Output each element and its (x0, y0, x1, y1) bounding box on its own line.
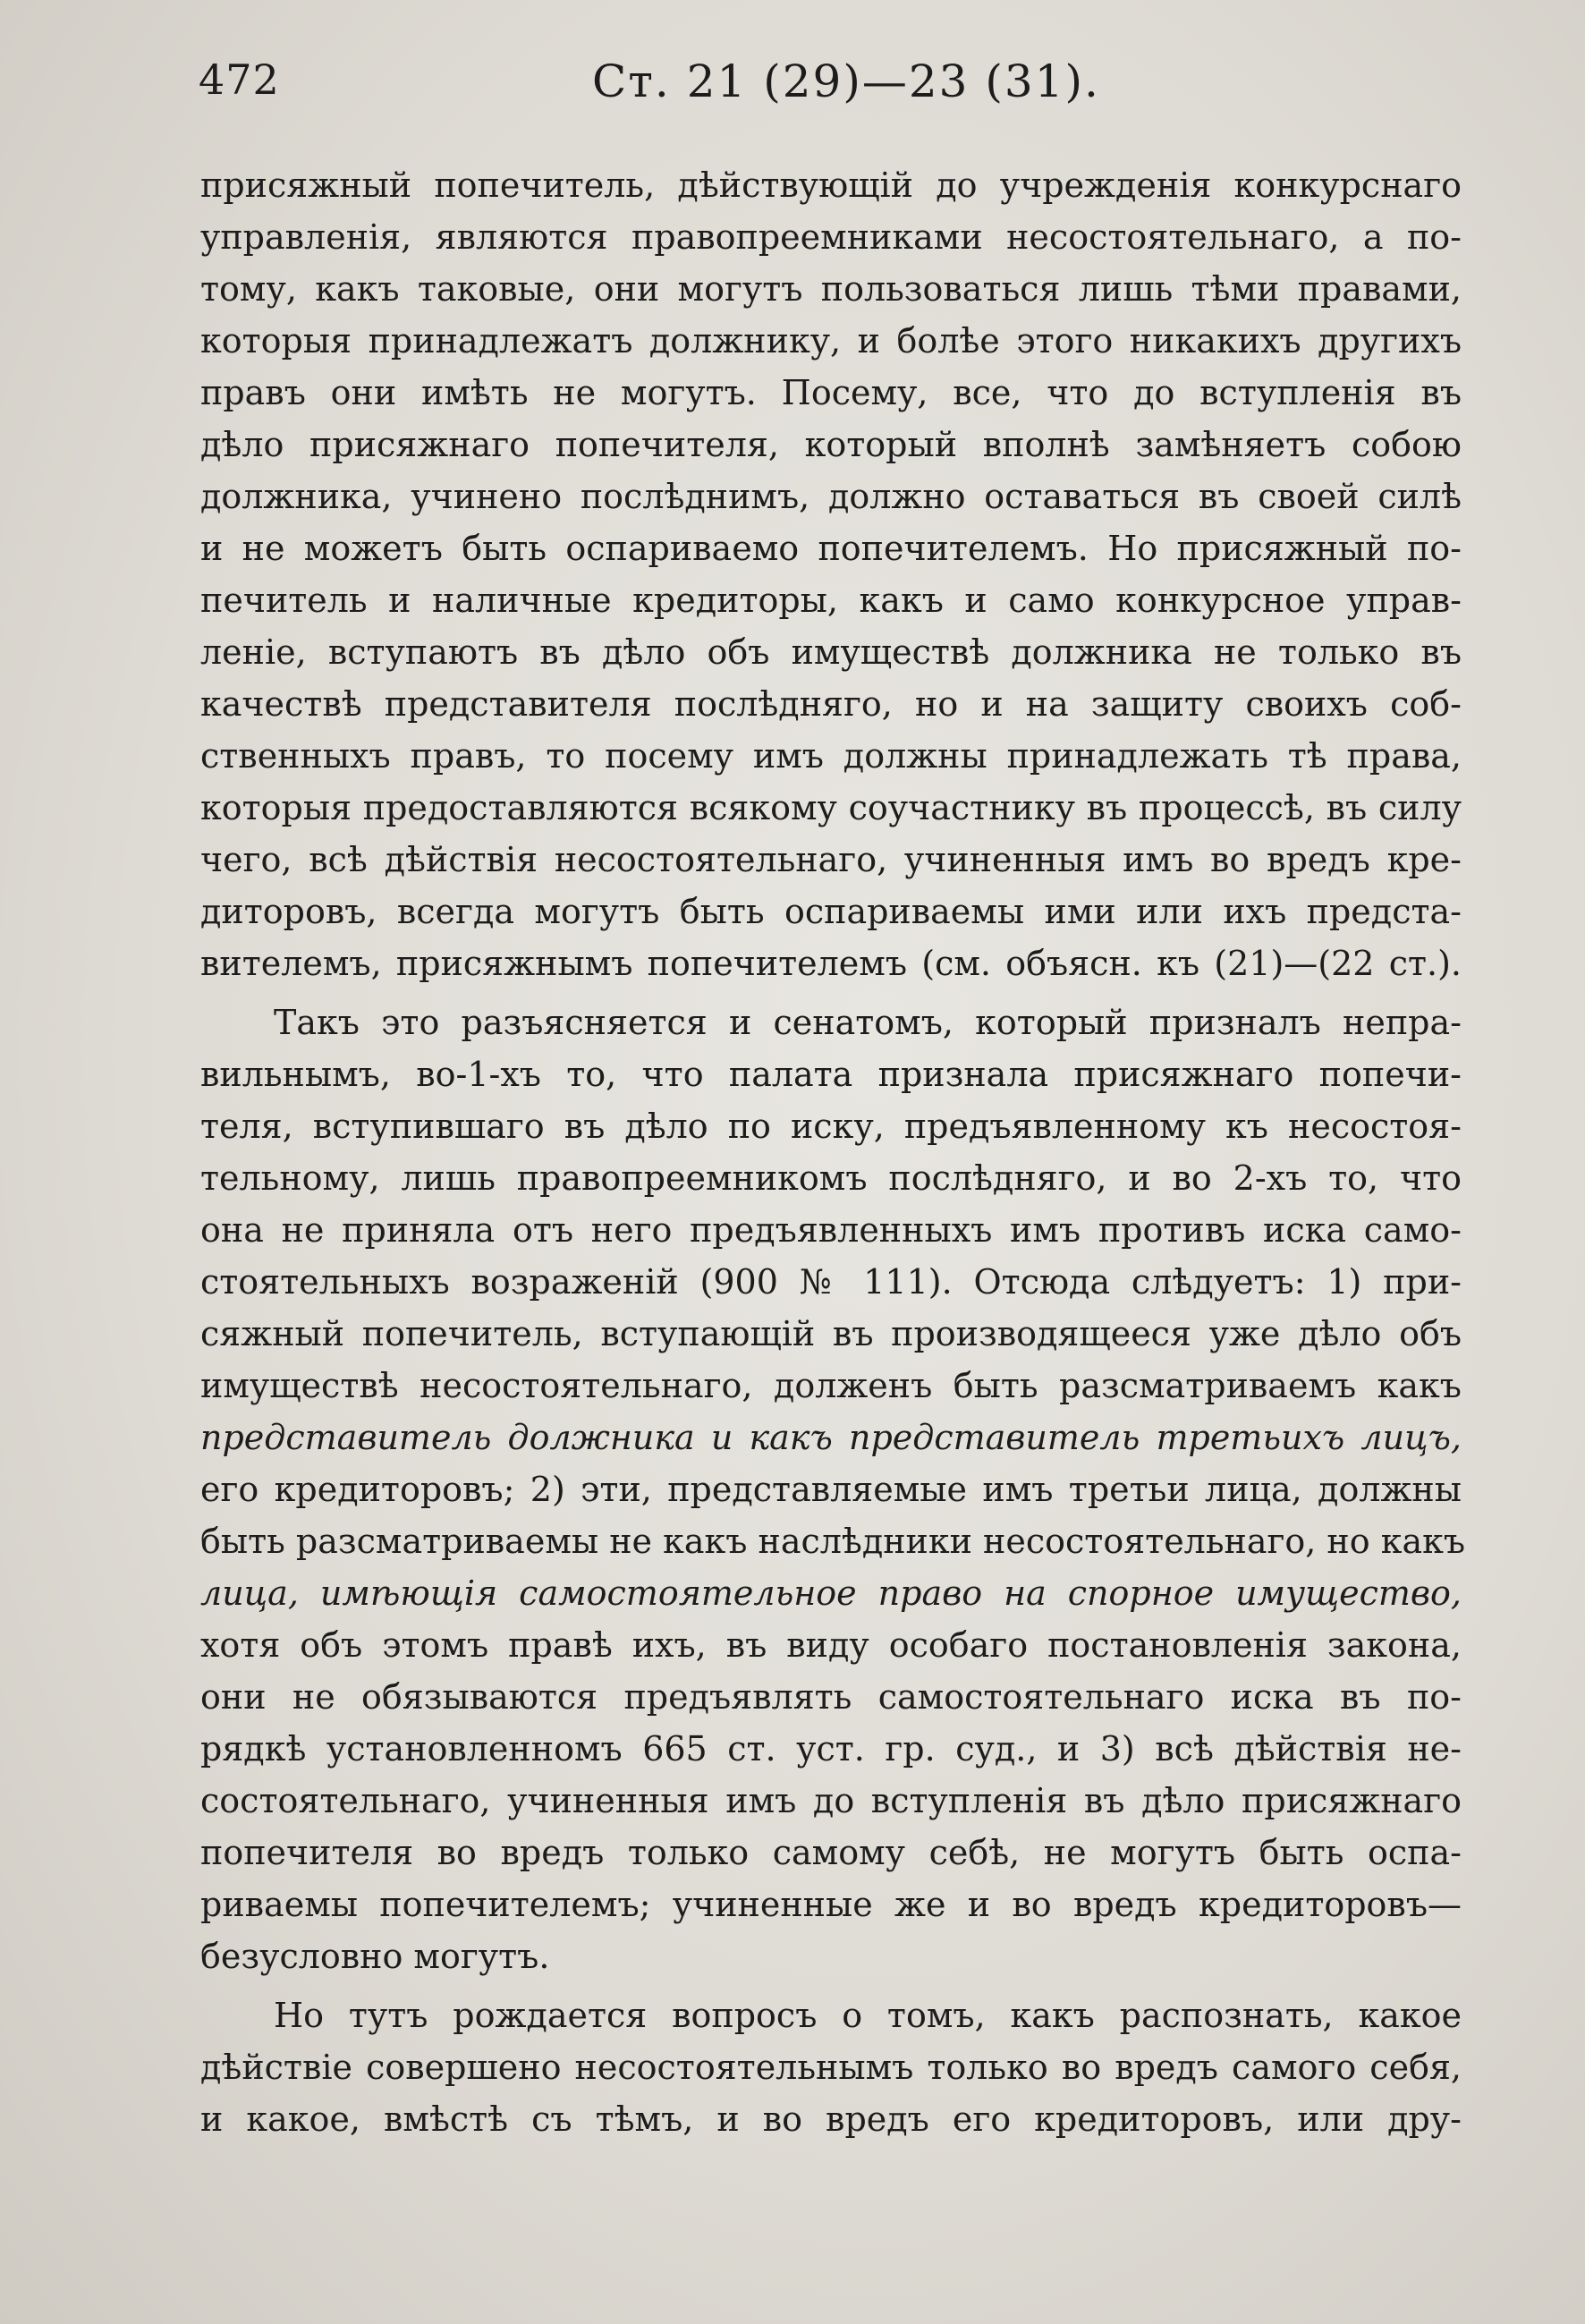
paragraph-1 (200, 159, 1462, 989)
text-line: Такъ это разъясняется и сенатомъ, который призналъ непра- (274, 1003, 1462, 1042)
bleed-through-right (1531, 1570, 1585, 1641)
text-line: присяжный попечитель, дѣйствующій до учрежденія конкурснаго (200, 165, 1462, 205)
text-line: сяжный попечитель, вступающій въ производящееся уже дѣло объ (200, 1314, 1462, 1353)
page-number: 472 (199, 55, 280, 104)
text-line: рядкѣ установленномъ 665 ст. уст. гр. суд., и 3) всѣ дѣйствія не- (200, 1729, 1462, 1768)
text-line: которыя принадлежатъ должнику, и болѣе этого никакихъ другихъ (200, 321, 1462, 360)
text-line: Но тутъ рождается вопросъ о томъ, какъ распознать, какое (274, 1996, 1462, 2035)
text-line: тельному, лишь правопреемникомъ послѣдняго, и во 2-хъ то, что (200, 1158, 1462, 1198)
text-line: быть разсматриваемы не какъ наслѣдники несостоятельнаго, но какъ (200, 1522, 1466, 1561)
text-line-italic: представитель должника и какъ представитель третьихъ лицъ, (200, 1418, 1462, 1457)
text-line: управленія, являются правопреемниками несостоятельнаго, а по- (200, 217, 1462, 257)
text-line: ственныхъ правъ, то посему имъ должны принадлежать тѣ права, (200, 736, 1462, 776)
text-line: они не обязываются предъявлять самостоятельнаго иска въ по- (200, 1677, 1462, 1717)
text-line: леніе, вступаютъ въ дѣло объ имуществѣ должника не только въ (200, 632, 1462, 672)
text-line-italic: лица, имѣющія самостоятельное право на спорное имущество, (200, 1573, 1462, 1613)
page-header (199, 55, 1460, 118)
text-line: теля, вступившаго въ дѣло по иску, предъявленному къ несостоя- (200, 1107, 1462, 1146)
body-text (200, 159, 1466, 2152)
text-line: безусловно могутъ. (200, 1937, 550, 1976)
text-line: чего, всѣ дѣйствія несостоятельнаго, учиненныя имъ во вредъ кре- (200, 840, 1462, 879)
text-line: и какое, вмѣстѣ съ тѣмъ, и во вредъ его кредиторовъ, или дру- (200, 2099, 1462, 2139)
text-line: стоятельныхъ возраженій (900 № 111). Отсюда слѣдуетъ: 1) при- (200, 1262, 1462, 1302)
text-line: дѣйствіе совершено несостоятельнымъ только во вредъ самого себя, (200, 2048, 1462, 2087)
text-line: должника, учинено послѣднимъ, должно оставаться въ своей силѣ (200, 477, 1462, 516)
text-line: тому, какъ таковые, они могутъ пользоваться лишь тѣми правами, (200, 269, 1462, 309)
paragraph-3 (200, 1989, 1462, 2145)
bleed-through-left (0, 1565, 179, 1744)
text-line: правъ они имѣть не могутъ. Посему, все, что до вступленія въ (200, 373, 1462, 412)
text-line: хотя объ этомъ правѣ ихъ, въ виду особаго постановленія закона, (200, 1625, 1462, 1665)
text-line: она не приняла отъ него предъявленныхъ имъ противъ иска само- (200, 1210, 1462, 1250)
text-line: диторовъ, всегда могутъ быть оспариваемы ими или ихъ предста- (200, 892, 1462, 931)
text-line: печитель и наличные кредиторы, какъ и само конкурсное управ- (200, 581, 1462, 620)
running-head: Ст. 21 (29)—23 (31). (592, 55, 1100, 107)
text-line: состоятельнаго, учиненныя имъ до вступленія въ дѣло присяжнаго (200, 1781, 1462, 1820)
text-line: вильнымъ, во-1-хъ то, что палата признала присяжнаго попечи- (200, 1055, 1462, 1094)
text-line: дѣло присяжнаго попечителя, который вполнѣ замѣняетъ собою (200, 425, 1462, 464)
text-line: и не можетъ быть оспариваемо попечителемъ. Но присяжный по- (200, 529, 1462, 568)
text-line: которыя предоставляются всякому соучастнику въ процессѣ, въ силу (200, 788, 1462, 827)
text-line: попечителя во вредъ только самому себѣ, не могутъ быть оспа- (200, 1833, 1462, 1872)
text-line: имуществѣ несостоятельнаго, долженъ быть разсматриваемъ какъ (200, 1366, 1462, 1405)
text-line: риваемы попечителемъ; учиненные же и во вредъ кредиторовъ— (200, 1885, 1462, 1924)
text-line: качествѣ представителя послѣдняго, но и на защиту своихъ соб- (200, 684, 1462, 724)
paragraph-2 (200, 997, 1466, 1982)
text-line: вителемъ, присяжнымъ попечителемъ (см. объясн. къ (21)—(22 ст.). (200, 944, 1462, 983)
text-line: его кредиторовъ; 2) эти, представляемые имъ третьи лица, должны (200, 1470, 1462, 1509)
